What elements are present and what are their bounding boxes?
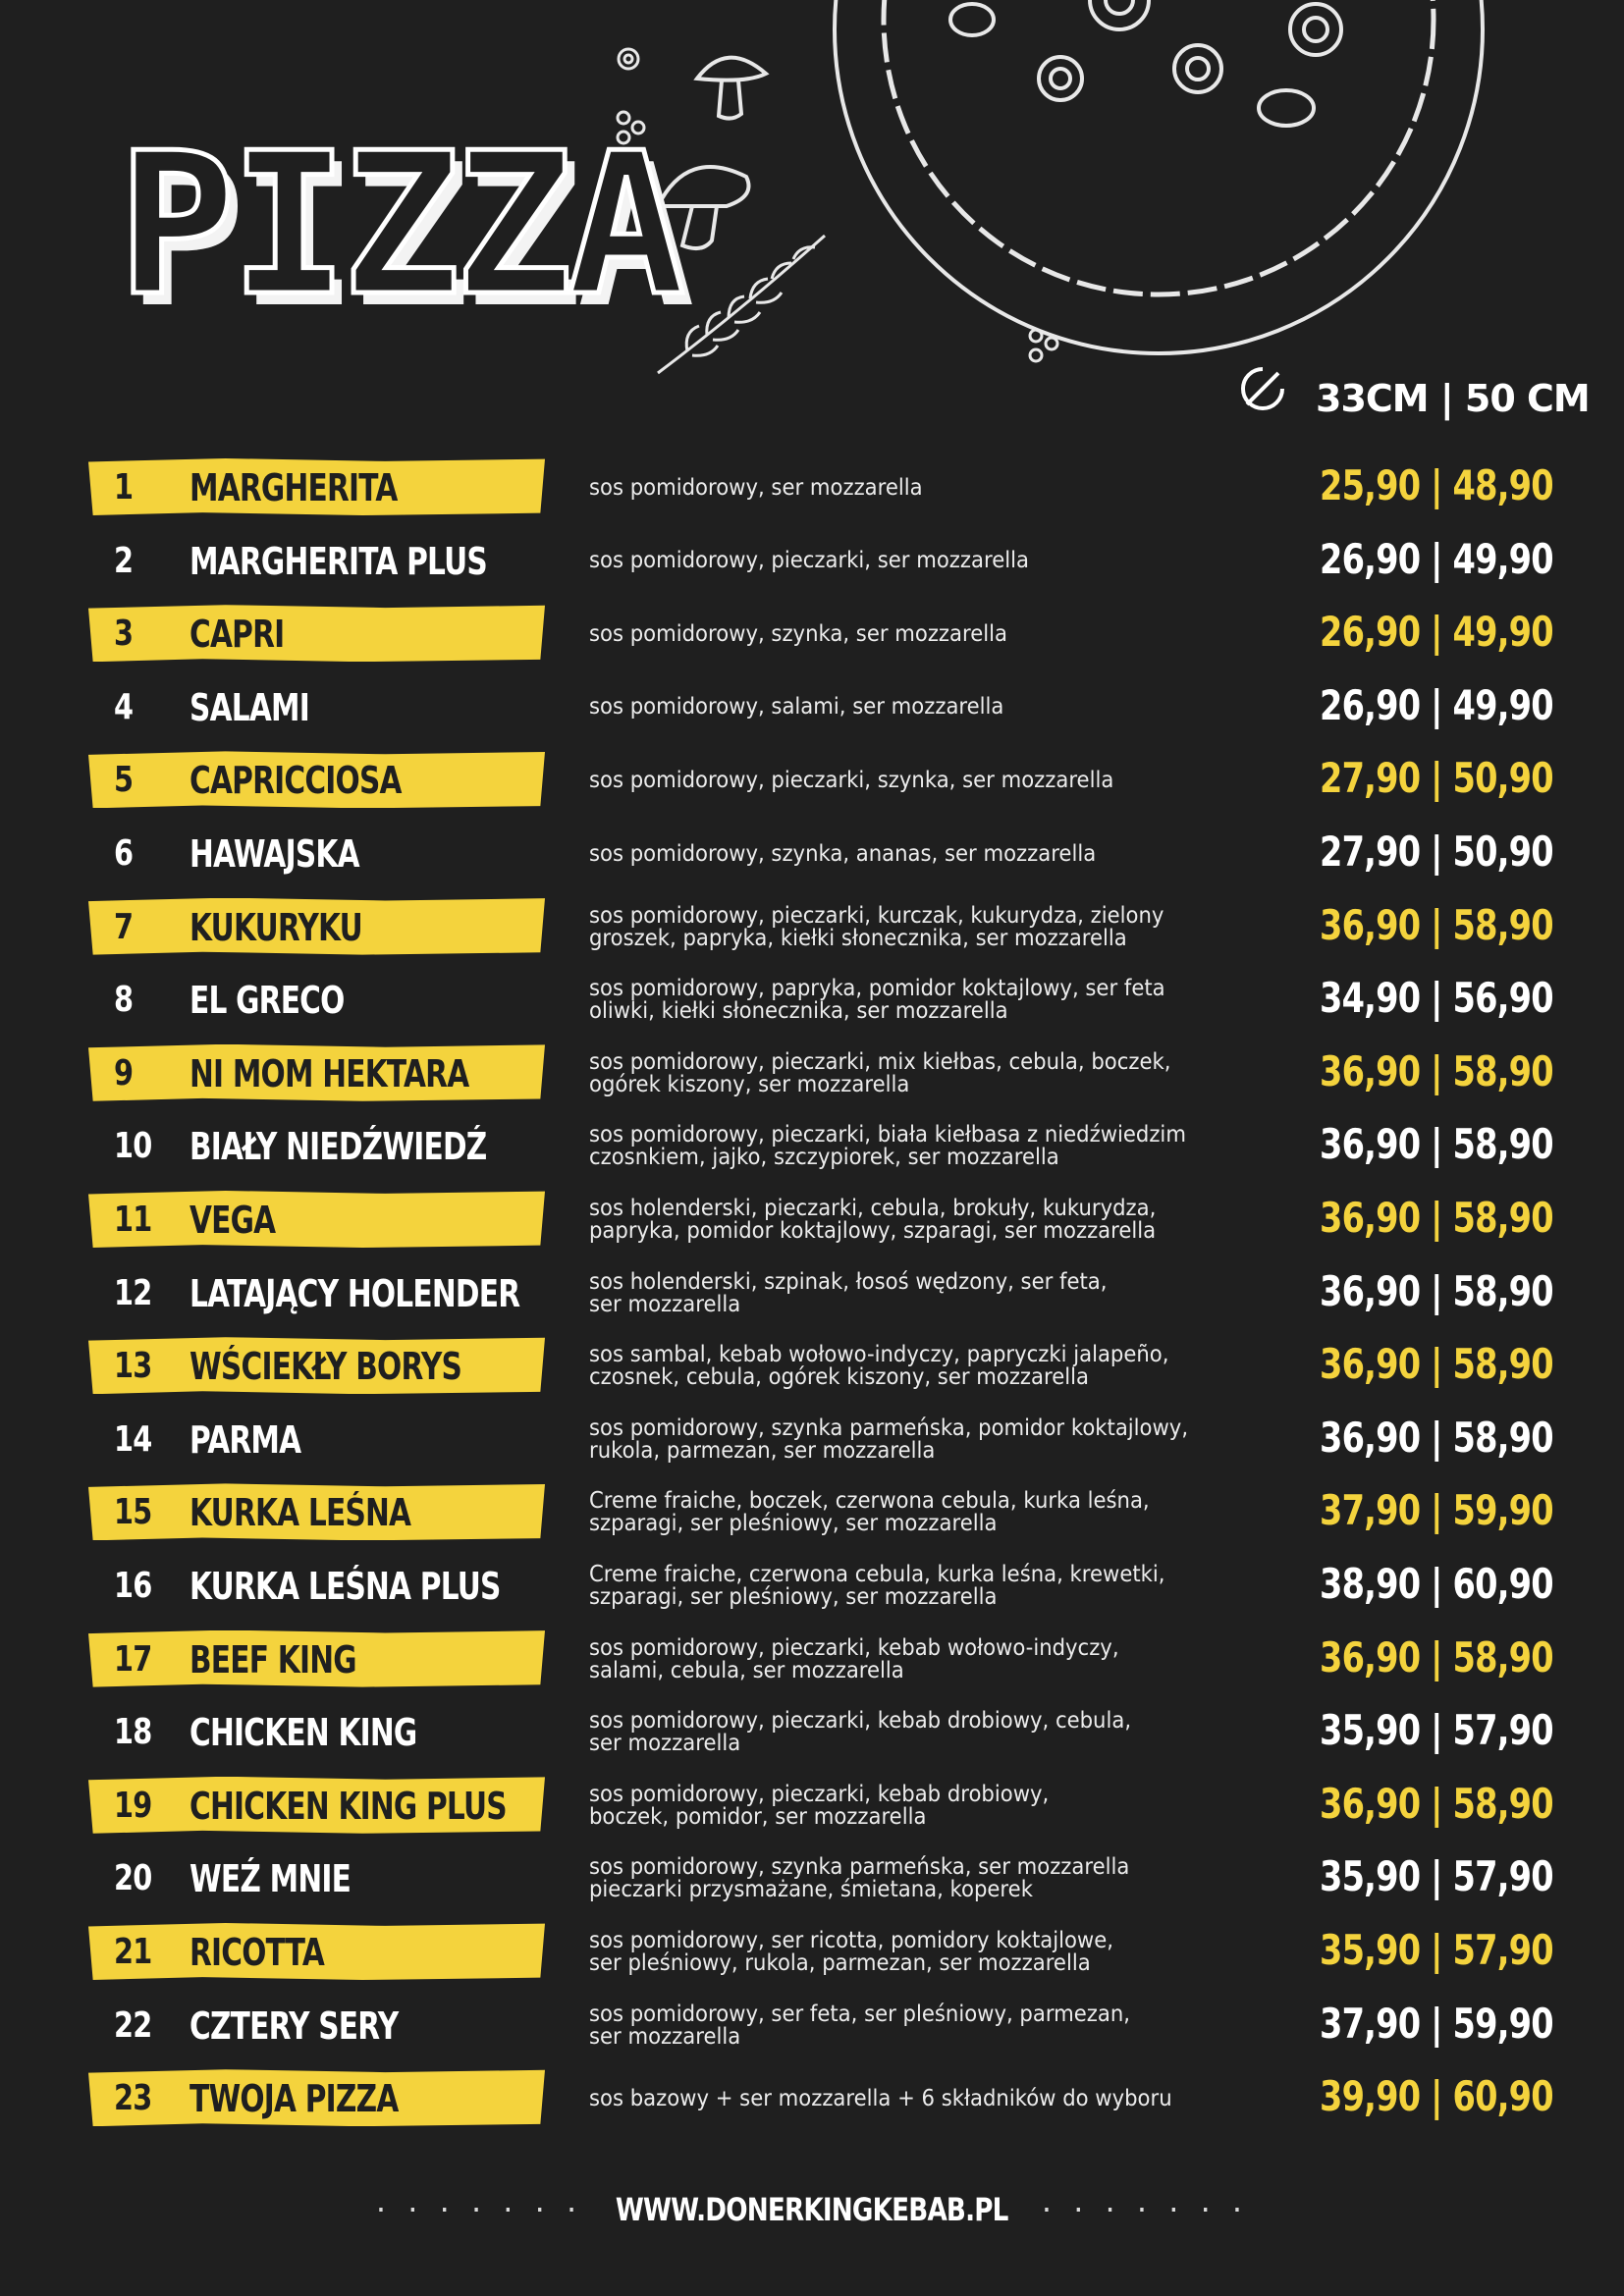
item-description	[589, 1257, 1316, 1330]
item-description-text: sos pomidorowy, pieczarki, biała kiełbasa z niedźwiedzim czosnkiem, jajko, szczypiorek, ser mozzarella	[589, 1122, 1186, 1171]
item-description	[589, 1550, 1316, 1623]
item-price: 35,90 | 57,90	[1320, 1926, 1553, 1974]
item-description-text: sos sambal, kebab wołowo-indyczy, papryczki jalapeño, czosnek, cebula, ogórek kiszony, ser mozzarella	[589, 1342, 1169, 1391]
item-number: 10	[114, 1126, 152, 1167]
page-title: PIZZA	[118, 111, 680, 340]
menu-item	[0, 452, 1624, 524]
item-name: VEGA	[189, 1199, 276, 1242]
item-number: 22	[114, 2004, 152, 2046]
item-number: 1	[114, 467, 134, 507]
item-description-text: sos bazowy + ser mozzarella + 6 składników do wyboru	[589, 2085, 1172, 2111]
item-number: 8	[114, 980, 134, 1021]
item-number: 13	[114, 1346, 152, 1387]
pizza-illustration	[825, 0, 1492, 393]
item-number: 20	[114, 1858, 152, 1899]
menu-item	[0, 1696, 1624, 1769]
item-description	[589, 1110, 1316, 1183]
item-description-text: sos pomidorowy, ser mozzarella	[589, 474, 923, 501]
item-name: BIAŁY NIEDŹWIEDŹ	[189, 1125, 487, 1169]
item-description-text: sos pomidorowy, papryka, pomidor koktajlowy, ser feta oliwki, kiełki słonecznika, ser mozzarella	[589, 976, 1165, 1025]
item-description	[589, 964, 1316, 1037]
item-number: 12	[114, 1272, 152, 1313]
item-description-text: sos pomidorowy, pieczarki, ser mozzarella	[589, 548, 1029, 574]
item-number: 15	[114, 1492, 152, 1533]
item-description-text: sos holenderski, pieczarki, cebula, brokuły, kukurydza, papryka, pomidor koktajlowy, szparagi, ser mozzarella	[589, 1196, 1157, 1244]
item-description	[589, 1404, 1316, 1476]
item-description-text: sos pomidorowy, ser ricotta, pomidory koktajlowe, ser pleśniowy, rukola, parmezan, ser mozzarella	[589, 1928, 1113, 1976]
item-number: 11	[114, 1200, 152, 1240]
item-number: 14	[114, 1418, 152, 1460]
footer	[0, 2191, 1624, 2228]
sizes-header: 33CM | 50 CM	[1316, 377, 1590, 420]
item-price: 38,90 | 60,90	[1320, 1560, 1553, 1608]
olive-rings-icon-2	[1026, 324, 1065, 373]
menu-item	[0, 1184, 1624, 1256]
item-price: 36,90 | 58,90	[1320, 1779, 1553, 1828]
menu-item	[0, 1550, 1624, 1623]
item-description-text: sos pomidorowy, pieczarki, szynka, ser mozzarella	[589, 767, 1114, 793]
item-number: 3	[114, 614, 134, 655]
item-price: 35,90 | 57,90	[1320, 1852, 1553, 1901]
menu-item	[0, 1404, 1624, 1476]
website-url: WWW.DONERKINGKEBAB.PL	[616, 2191, 1008, 2228]
menu-item	[0, 1476, 1624, 1549]
item-price: 26,90 | 49,90	[1320, 608, 1553, 657]
menu-item	[0, 671, 1624, 744]
item-description-text: sos pomidorowy, salami, ser mozzarella	[589, 694, 1004, 721]
item-description	[589, 598, 1316, 670]
menu-item	[0, 598, 1624, 670]
item-description-text: Creme fraiche, czerwona cebula, kurka leśna, krewetki, szparagi, ser pleśniowy, ser mozzarella	[589, 1562, 1165, 1610]
item-description	[589, 1770, 1316, 1842]
item-description-text: sos pomidorowy, pieczarki, kebab drobiowy, cebula, ser mozzarella	[589, 1708, 1132, 1757]
mushroom-small-icon	[687, 39, 776, 128]
item-price: 36,90 | 58,90	[1320, 1632, 1553, 1682]
menu-item	[0, 1110, 1624, 1183]
diameter-icon	[1239, 365, 1286, 412]
menu-item	[0, 1842, 1624, 1915]
item-description-text: sos pomidorowy, pieczarki, kebab drobiowy, boczek, pomidor, ser mozzarella	[589, 1781, 1050, 1830]
item-price: 36,90 | 58,90	[1320, 1266, 1553, 1315]
menu-item	[0, 1990, 1624, 2062]
item-description-text: sos pomidorowy, szynka parmeńska, ser mozzarella pieczarki przysmażane, śmietana, koperek	[589, 1854, 1130, 1903]
item-description-text: sos pomidorowy, pieczarki, kurczak, kukurydza, zielony groszek, papryka, kiełki słonecznika, ser mozzarella	[589, 902, 1164, 951]
item-name: EL GRECO	[189, 979, 345, 1023]
menu-item	[0, 2062, 1624, 2135]
item-number: 4	[114, 686, 134, 727]
item-description-text: sos holenderski, szpinak, łosoś wędzony, ser feta, ser mozzarella	[589, 1268, 1108, 1317]
item-name: BEEF KING	[189, 1637, 356, 1682]
item-price: 36,90 | 58,90	[1320, 900, 1553, 949]
item-name: MARGHERITA PLUS	[189, 539, 487, 583]
item-name: WEŹ MNIE	[189, 1857, 352, 1901]
item-description	[589, 744, 1316, 817]
item-price: 35,90 | 57,90	[1320, 1706, 1553, 1755]
item-description	[589, 525, 1316, 598]
menu-item	[0, 744, 1624, 817]
menu-item	[0, 525, 1624, 598]
item-name: CAPRI	[189, 613, 285, 657]
item-description	[589, 818, 1316, 890]
item-number: 18	[114, 1712, 152, 1753]
item-number: 23	[114, 2078, 152, 2119]
item-description	[589, 1990, 1316, 2062]
menu-item	[0, 1038, 1624, 1110]
item-description-text: sos pomidorowy, pieczarki, mix kiełbas, cebula, boczek, ogórek kiszony, ser mozzarella	[589, 1048, 1171, 1097]
item-price: 36,90 | 58,90	[1320, 1120, 1553, 1169]
item-description-text: sos pomidorowy, szynka, ananas, ser mozzarella	[589, 840, 1097, 867]
item-description-text: sos pomidorowy, ser feta, ser pleśniowy, parmezan, ser mozzarella	[589, 2001, 1130, 2050]
item-price: 36,90 | 58,90	[1320, 1413, 1553, 1462]
item-name: SALAMI	[189, 685, 309, 729]
item-name: CAPRICCIOSA	[189, 759, 402, 803]
footer-dots-right: · · · · · · ·	[1041, 2191, 1249, 2228]
item-name: KURKA LEŚNA	[189, 1491, 411, 1535]
item-description-text: Creme fraiche, boczek, czerwona cebula, kurka leśna, szparagi, ser pleśniowy, ser mozzarella	[589, 1488, 1150, 1537]
item-description	[589, 891, 1316, 964]
item-number: 19	[114, 1785, 152, 1826]
item-description	[589, 1038, 1316, 1110]
item-name: KUKURYKU	[189, 905, 362, 949]
item-description	[589, 1184, 1316, 1256]
item-price: 34,90 | 56,90	[1320, 974, 1553, 1023]
item-number: 6	[114, 833, 134, 874]
item-price: 26,90 | 49,90	[1320, 680, 1553, 729]
menu-item	[0, 964, 1624, 1037]
item-description-text: sos pomidorowy, szynka, ser mozzarella	[589, 620, 1007, 647]
item-description	[589, 1916, 1316, 1989]
item-price: 37,90 | 59,90	[1320, 1486, 1553, 1535]
menu-item	[0, 891, 1624, 964]
menu-item	[0, 1330, 1624, 1403]
item-description	[589, 1330, 1316, 1403]
item-price: 27,90 | 50,90	[1320, 754, 1553, 803]
item-number: 2	[114, 540, 134, 581]
item-description	[589, 452, 1316, 524]
item-description-text: sos pomidorowy, pieczarki, kebab wołowo-indyczy, salami, cebula, ser mozzarella	[589, 1634, 1119, 1683]
highlight-bar	[88, 1191, 545, 1248]
item-price: 39,90 | 60,90	[1320, 2072, 1553, 2121]
item-name: KURKA LEŚNA PLUS	[189, 1565, 501, 1608]
item-name: TWOJA PIZZA	[189, 2077, 399, 2121]
menu-item	[0, 1257, 1624, 1330]
item-name: CZTERY SERY	[189, 2003, 399, 2048]
item-number: 21	[114, 1932, 152, 1972]
item-name: WŚCIEKŁY BORYS	[189, 1345, 462, 1389]
menu-item	[0, 818, 1624, 890]
menu-item	[0, 1624, 1624, 1696]
highlight-bar	[88, 605, 545, 662]
item-price: 36,90 | 58,90	[1320, 1340, 1553, 1389]
item-name: MARGHERITA	[189, 466, 398, 509]
item-name: NI MOM HEKTARA	[189, 1051, 469, 1095]
item-description	[589, 1696, 1316, 1769]
item-price: 36,90 | 58,90	[1320, 1046, 1553, 1095]
item-price: 27,90 | 50,90	[1320, 828, 1553, 876]
item-name: PARMA	[189, 1417, 301, 1462]
item-description	[589, 1624, 1316, 1696]
item-name: CHICKEN KING PLUS	[189, 1784, 507, 1828]
item-name: HAWAJSKA	[189, 832, 359, 876]
item-name: LATAJĄCY HOLENDER	[189, 1271, 520, 1315]
item-name: CHICKEN KING	[189, 1711, 417, 1755]
item-description	[589, 1476, 1316, 1549]
footer-dots-left: · · · · · · ·	[375, 2191, 583, 2228]
item-price: 25,90 | 48,90	[1320, 461, 1553, 509]
item-number: 16	[114, 1566, 152, 1606]
item-price: 36,90 | 58,90	[1320, 1194, 1553, 1242]
item-description	[589, 1842, 1316, 1915]
item-description	[589, 671, 1316, 744]
item-name: RICOTTA	[189, 1931, 325, 1974]
item-description	[589, 2062, 1316, 2135]
item-number: 9	[114, 1052, 134, 1094]
item-number: 5	[114, 760, 134, 801]
item-price: 26,90 | 49,90	[1320, 534, 1553, 583]
menu-item	[0, 1770, 1624, 1842]
item-price: 37,90 | 59,90	[1320, 1999, 1553, 2048]
menu-item	[0, 1916, 1624, 1989]
item-description-text: sos pomidorowy, szynka parmeńska, pomidor koktajlowy, rukola, parmezan, ser mozzarella	[589, 1415, 1189, 1464]
item-number: 7	[114, 906, 134, 947]
item-number: 17	[114, 1638, 152, 1680]
